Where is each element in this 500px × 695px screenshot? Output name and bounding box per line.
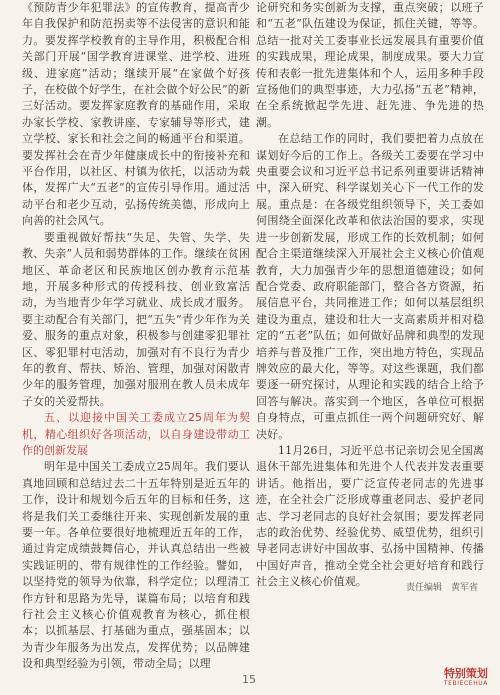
paragraph: 11月26日，习近平总书记亲切会见全国离退休干部先进集体和先进个人代表并发表重要讲话。他指出，要广泛宣传老同志的先进事迹，在全社会广泛形成尊重老同志、爱护老同志、学习老同志的良好社会氛围；要发挥老同志的政治优势、经验优势、威望优势，组织引导老同志讲好中国故事、弘扬中国精神、传播中国好声音，推动全党全社会更好培育和践行社会主义核心价值观。: [256, 443, 484, 589]
left-column: [22, 0, 250, 673]
paragraph: 明年是中国关工委成立25周年。我们要认真地回顾和总结过去二十五年特别是近五年的工作，设计和规划今后五年的目标和任务，这将是我们关工委继往开来、实现创新发展的重要一年。各单位要很好地梳理近五年的工作，通过肯定成绩鼓舞信心，并认真总结出一些被实践证明的、带有规律性的工作经验。譬如，以坚持党的领导为依靠，科学定位；以理清工作方针和思路为先导，谋篇布局；以培育和践行社会主义核心价值观教育为核心，抓住根本；以抓基层、打基础为重点，强基固本；以为青少年服务为出发点，发挥优势；以品牌建设和典型经验为引领，带动全局；以理: [22, 460, 250, 671]
section-label-pinyin: TEBIECEHUA: [443, 680, 488, 687]
responsible-editor: 责任编辑 黄军省: [405, 583, 478, 593]
section-heading: 五、以迎接中国关工委成立25周年为契机，精心组织好各项活动，以自身建设带动工作的创新发展: [22, 411, 250, 457]
section-label-title: 特别策划: [443, 667, 488, 680]
page-number: 15: [242, 673, 256, 686]
paragraph: 论研究和务实创新为支撑，重点突破；以班子和“五老”队伍建设为保证，抓住关键，等等。总结一批对关工委事业长远发展具有重要价值的实践成果，理论成果，制度成果。要大力宣传和表彰一批先进集体和个人，运用多种手段宣扬他们的典型事迹，大力弘扬“五老”精神，在全系统掀起学先进、赶先进、争先进的热潮。: [256, 1, 484, 129]
paragraph: 要重视做好帮扶“失足、失管、失学、失教、失亲”人员和弱势群体的工作。继续在贫困地区、革命老区和民族地区创办教育示范基地，开展多种形式的传授科技、创业致富活动，为当地青少年学习就业、成长成才服务。要主动配合有关部门，把“五失”青少年作为关爱、服务的重点对象，积极参与创建零犯罪社区、零犯罪村屯活动，加强对有不良行为青少年的教育、帮扶、矫治、管理，加强对闲散青少年的服务管理，加强对服刑在教人员未成年子女的关爱帮扶。: [22, 230, 250, 408]
paragraph: 《预防青少年犯罪法》的宣传教育，提高青少年自我保护和防范拐卖等不法侵害的意识和能力。要发挥学校教育的主导作用，积极配合相关部门开展“国学教育进课堂、进学校、进班级、进家庭”活动；继续开展“在家做个好孩子，在校做个好学生，在社会做个好公民”的新三好活动。要发挥家庭教育的基础作用，采取办家长学校、家教讲座、专家辅导等形式，建立学校、家长和社会之间的畅通平台和渠道。要发挥社会在青少年健康成长中的衔接补充和平台作用，以社区、村镇为依托，以活动为载体，发挥广大“五老”的宣传引导作用。通过活动平台和老少互动，弘扬传统美德，形成向上向善的社会风气。: [22, 1, 250, 228]
paragraph: 在总结工作的同时，我们要把着力点放在谋划好今后的工作上。各级关工委要在学习中央重要会议和习近平总书记系列重要讲话精神中，深入研究、科学谋划关心下一代工作的发展。重点是：在各级党组织领导下，关工委如何围绕全面深化改革和依法治国的要求，实现进一步创新发展，形成工作的长效机制；如何配合主渠道继续深入开展社会主义核心价值观教育，大力加强青少年的思想道德建设；如何配合党委、政府职能部门，整合各方资源，拓展信息平台，共同推进工作；如何以基层组织建设为重点，建设和壮大一支高素质并相对稳定的“五老”队伍；如何做好品牌和典型的发现培养与普及推广工作，突出地方特色，实现品牌效应的最大化，等等。对这些课题，我们都要逐一研究探讨，从理论和实践的结合上给予回答与解决。落实到一个地区，各单位可根据自身特点，可重点抓住一两个问题研究好、解决好。: [256, 132, 484, 441]
right-column: [256, 0, 484, 591]
section-label: [444, 667, 488, 688]
